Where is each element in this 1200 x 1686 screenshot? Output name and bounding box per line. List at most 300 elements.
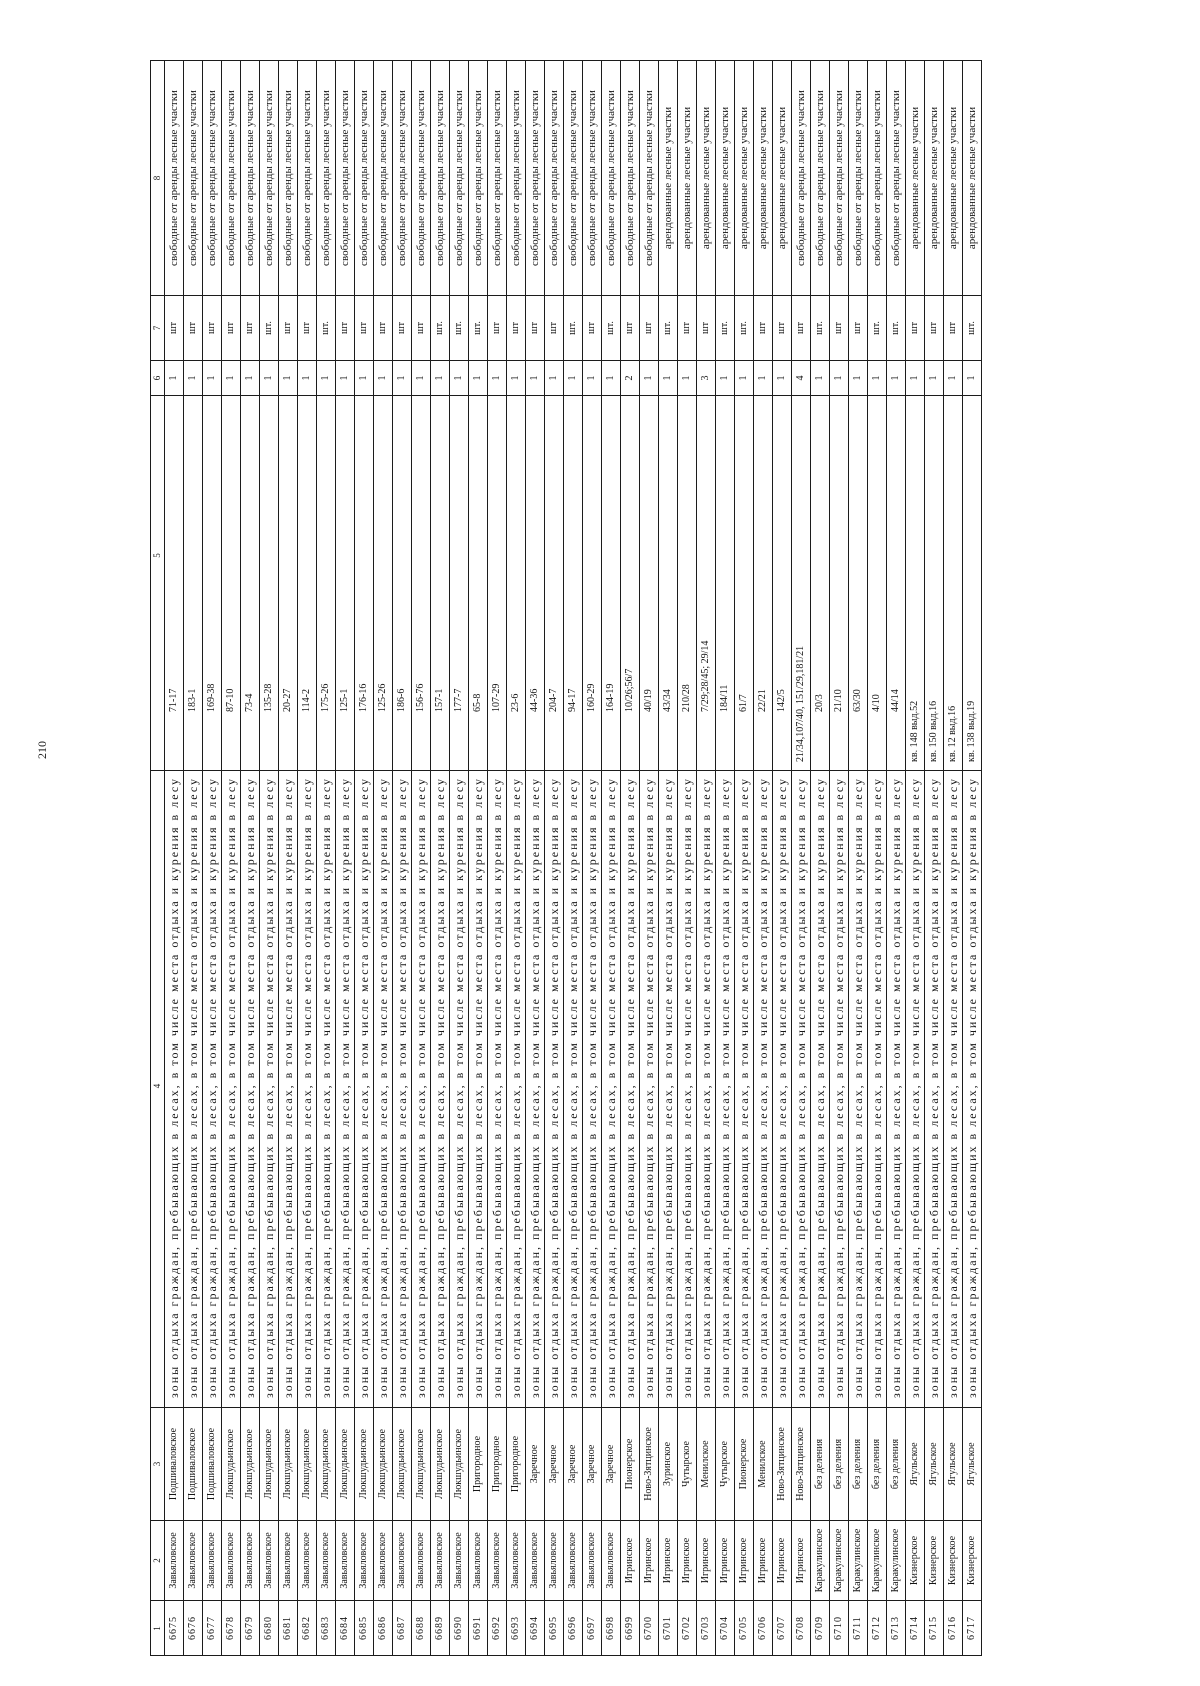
row-number-text: 6693 xyxy=(510,1616,521,1640)
status-cell xyxy=(488,60,506,295)
forestry-text: Пионерское xyxy=(624,1438,635,1490)
purpose-text: зоны отдыха граждан, пребывающих в лесах, в том числе места отдыха и курения в лесу xyxy=(186,776,200,1398)
table-row xyxy=(583,60,602,1655)
table-row xyxy=(431,60,450,1655)
count-cell xyxy=(260,360,278,395)
location-cell xyxy=(222,395,240,770)
forestry-cell xyxy=(222,1407,240,1520)
unit-text: шт xyxy=(358,321,369,335)
purpose-text: зоны отдыха граждан, пребывающих в лесах, в том числе места отдыха и курения в лесу xyxy=(756,776,770,1398)
district-cell xyxy=(488,1520,506,1600)
district-cell xyxy=(716,1520,734,1600)
row-number-cell xyxy=(355,1600,373,1655)
count-cell xyxy=(507,360,525,395)
district-cell xyxy=(830,1520,848,1600)
count-text: 1 xyxy=(947,375,958,381)
row-number-text: 6711 xyxy=(852,1616,863,1640)
location-text: 204-7 xyxy=(548,688,559,712)
table-row xyxy=(849,60,868,1655)
column-number-3: 3 xyxy=(151,1407,164,1520)
location-text: кв. 148 выд.52 xyxy=(909,700,920,762)
location-text: 65-8 xyxy=(472,693,483,712)
count-cell xyxy=(279,360,297,395)
forestry-text: Заречное xyxy=(567,1444,578,1484)
row-number-text: 6699 xyxy=(624,1616,635,1640)
unit-text: шт. xyxy=(472,321,483,335)
purpose-cell xyxy=(602,770,620,1407)
location-cell xyxy=(716,395,734,770)
count-cell xyxy=(583,360,601,395)
table-row xyxy=(203,60,222,1655)
unit-text: шт xyxy=(339,321,350,335)
table-row xyxy=(317,60,336,1655)
location-text: 142/5 xyxy=(776,689,787,712)
column-number-2: 2 xyxy=(151,1520,164,1600)
district-cell xyxy=(678,1520,696,1600)
count-cell xyxy=(602,360,620,395)
table-row xyxy=(241,60,260,1655)
unit-text: шт xyxy=(548,321,559,335)
forestry-cell xyxy=(184,1407,202,1520)
district-text: Игринское xyxy=(738,1537,749,1584)
unit-cell xyxy=(697,295,715,360)
location-cell xyxy=(754,395,772,770)
forestry-cell xyxy=(773,1407,791,1520)
district-cell xyxy=(640,1520,658,1600)
table-row xyxy=(925,60,944,1655)
district-text: Завьяловское xyxy=(567,1532,578,1589)
row-number-cell xyxy=(659,1600,677,1655)
location-cell xyxy=(564,395,582,770)
row-number-text: 6708 xyxy=(795,1616,806,1640)
unit-cell xyxy=(298,295,316,360)
purpose-text: зоны отдыха граждан, пребывающих в лесах, в том числе места отдыха и курения в лесу xyxy=(395,776,409,1398)
row-number-text: 6705 xyxy=(738,1616,749,1640)
district-cell xyxy=(925,1520,943,1600)
status-cell xyxy=(545,60,563,295)
table-row xyxy=(450,60,469,1655)
forestry-text: Люкшудьинское xyxy=(396,1429,407,1499)
unit-cell xyxy=(317,295,335,360)
district-cell xyxy=(260,1520,278,1600)
count-cell xyxy=(545,360,563,395)
status-cell xyxy=(260,60,278,295)
status-cell xyxy=(773,60,791,295)
row-number-text: 6701 xyxy=(662,1616,673,1640)
row-number-cell xyxy=(488,1600,506,1655)
count-text: 1 xyxy=(339,375,350,381)
purpose-text: зоны отдыха граждан, пребывающих в лесах, в том числе места отдыха и курения в лесу xyxy=(908,776,922,1398)
count-cell xyxy=(336,360,354,395)
row-number-text: 6691 xyxy=(472,1616,483,1640)
forestry-text: Люкшудьинское xyxy=(282,1429,293,1499)
location-cell xyxy=(906,395,924,770)
count-text: 1 xyxy=(491,375,502,381)
count-cell xyxy=(526,360,544,395)
unit-text: шт xyxy=(301,321,312,335)
location-text: 186-6 xyxy=(396,688,407,712)
table-row xyxy=(716,60,735,1655)
row-number-text: 6704 xyxy=(719,1616,730,1640)
row-number-cell xyxy=(640,1600,658,1655)
status-text: свободные от аренды лесные участки xyxy=(224,90,237,266)
district-cell xyxy=(336,1520,354,1600)
row-number-cell xyxy=(583,1600,601,1655)
forestry-cell xyxy=(165,1407,183,1520)
location-text: 175-26 xyxy=(320,683,331,712)
location-cell xyxy=(165,395,183,770)
status-text: свободные от аренды лесные участки xyxy=(357,90,370,266)
unit-cell xyxy=(526,295,544,360)
count-cell xyxy=(165,360,183,395)
unit-text: шт xyxy=(187,321,198,335)
forestry-text: Ягульское xyxy=(909,1442,920,1486)
column-number-8: 8 xyxy=(151,60,164,295)
row-number-text: 6683 xyxy=(320,1616,331,1640)
status-text: свободные от аренды лесные участки xyxy=(851,90,864,266)
forestry-cell xyxy=(203,1407,221,1520)
purpose-cell xyxy=(830,770,848,1407)
count-text: 1 xyxy=(377,375,388,381)
district-cell xyxy=(526,1520,544,1600)
status-text: свободные от аренды лесные участки xyxy=(889,90,902,266)
purpose-cell xyxy=(507,770,525,1407)
location-cell xyxy=(203,395,221,770)
forestry-cell xyxy=(735,1407,753,1520)
forestry-text: Менилское xyxy=(757,1440,768,1488)
forestry-text: без деления xyxy=(814,1438,825,1490)
district-text: Завьяловское xyxy=(206,1532,217,1589)
row-number-text: 6677 xyxy=(206,1616,217,1640)
status-text: свободные от аренды лесные участки xyxy=(566,90,579,266)
district-cell xyxy=(583,1520,601,1600)
count-cell xyxy=(374,360,392,395)
count-cell xyxy=(355,360,373,395)
row-number-text: 6685 xyxy=(358,1616,369,1640)
row-number-text: 6679 xyxy=(244,1616,255,1640)
location-text: 63/30 xyxy=(852,689,863,712)
unit-cell xyxy=(716,295,734,360)
purpose-cell xyxy=(906,770,924,1407)
row-number-cell xyxy=(317,1600,335,1655)
location-cell xyxy=(621,395,639,770)
forestry-text: Менилское xyxy=(700,1440,711,1488)
unit-cell xyxy=(545,295,563,360)
table-row xyxy=(507,60,526,1655)
unit-text: шт. xyxy=(434,321,445,335)
unit-cell xyxy=(906,295,924,360)
count-cell xyxy=(621,360,639,395)
status-cell xyxy=(792,60,810,295)
forestry-cell xyxy=(887,1407,905,1520)
forestry-text: Люкшудьинское xyxy=(415,1429,426,1499)
location-cell xyxy=(887,395,905,770)
purpose-cell xyxy=(678,770,696,1407)
count-text: 1 xyxy=(548,375,559,381)
purpose-cell xyxy=(241,770,259,1407)
row-number-text: 6697 xyxy=(586,1616,597,1640)
forestry-cell xyxy=(450,1407,468,1520)
purpose-text: зоны отдыха граждан, пребывающих в лесах, в том числе места отдыха и курения в лесу xyxy=(718,776,732,1398)
forestry-cell xyxy=(849,1407,867,1520)
forestry-text: Люкшудьинское xyxy=(320,1429,331,1499)
district-cell xyxy=(317,1520,335,1600)
count-text: 1 xyxy=(396,375,407,381)
district-text: Игринское xyxy=(681,1537,692,1584)
forestry-text: Ново-Зятцинское xyxy=(776,1427,787,1501)
location-cell xyxy=(507,395,525,770)
district-text: Завьяловское xyxy=(453,1532,464,1589)
district-cell xyxy=(450,1520,468,1600)
purpose-cell xyxy=(355,770,373,1407)
location-text: 44-36 xyxy=(529,688,540,712)
unit-cell xyxy=(868,295,886,360)
count-cell xyxy=(735,360,753,395)
purpose-cell xyxy=(260,770,278,1407)
district-text: Завьяловское xyxy=(548,1532,559,1589)
district-text: Завьяловское xyxy=(187,1532,198,1589)
count-text: 1 xyxy=(244,375,255,381)
purpose-text: зоны отдыха граждан, пребывающих в лесах, в том числе места отдыха и курения в лесу xyxy=(357,776,371,1398)
count-text: 1 xyxy=(776,375,787,381)
district-text: Завьяловское xyxy=(491,1532,502,1589)
table-row xyxy=(811,60,830,1655)
purpose-cell xyxy=(184,770,202,1407)
status-text: свободные от аренды лесные участки xyxy=(490,90,503,266)
location-text: 23-6 xyxy=(510,693,521,712)
status-cell xyxy=(925,60,943,295)
row-number-text: 6686 xyxy=(377,1616,388,1640)
status-text: свободные от аренды лесные участки xyxy=(870,90,883,266)
district-cell xyxy=(412,1520,430,1600)
row-number-text: 6682 xyxy=(301,1616,312,1640)
unit-cell xyxy=(241,295,259,360)
row-number-cell xyxy=(773,1600,791,1655)
forestry-cell xyxy=(298,1407,316,1520)
status-text: свободные от аренды лесные участки xyxy=(547,90,560,266)
forestry-cell xyxy=(488,1407,506,1520)
location-text: 87-10 xyxy=(225,688,236,712)
status-cell xyxy=(317,60,335,295)
district-cell xyxy=(203,1520,221,1600)
district-text: Кизнерское xyxy=(928,1535,939,1586)
forestry-text: Люкшудьинское xyxy=(453,1429,464,1499)
location-text: 71-17 xyxy=(168,688,179,712)
unit-cell xyxy=(754,295,772,360)
forestry-text: Ново-Зятцинское xyxy=(795,1427,806,1501)
purpose-text: зоны отдыха граждан, пребывающих в лесах, в том числе места отдыха и курения в лесу xyxy=(889,776,903,1398)
forestry-text: Ягульское xyxy=(928,1442,939,1486)
unit-cell xyxy=(564,295,582,360)
district-cell xyxy=(963,1520,981,1600)
unit-cell xyxy=(583,295,601,360)
status-text: свободные от аренды лесные участки xyxy=(794,90,807,266)
unit-text: шт xyxy=(168,321,179,335)
status-cell xyxy=(640,60,658,295)
forestry-cell xyxy=(754,1407,772,1520)
unit-cell xyxy=(260,295,278,360)
unit-text: шт. xyxy=(738,321,749,335)
count-text: 1 xyxy=(928,375,939,381)
status-cell xyxy=(298,60,316,295)
count-text: 1 xyxy=(586,375,597,381)
count-cell xyxy=(792,360,810,395)
table-row xyxy=(621,60,640,1655)
column-number-4: 4 xyxy=(151,770,164,1407)
district-cell xyxy=(184,1520,202,1600)
purpose-cell xyxy=(203,770,221,1407)
district-text: Каракулинское xyxy=(833,1528,844,1593)
location-text: 160-29 xyxy=(586,683,597,712)
forestry-cell xyxy=(925,1407,943,1520)
district-text: Завьяловское xyxy=(225,1532,236,1589)
forestry-cell xyxy=(374,1407,392,1520)
location-text: 114-2 xyxy=(301,689,312,712)
forestry-cell xyxy=(431,1407,449,1520)
location-text: 10/26;56/7 xyxy=(624,668,635,712)
forestry-cell xyxy=(716,1407,734,1520)
table-row xyxy=(735,60,754,1655)
status-text: свободные от аренды лесные участки xyxy=(832,90,845,266)
unit-cell xyxy=(887,295,905,360)
location-cell xyxy=(583,395,601,770)
status-text: свободные от аренды лесные участки xyxy=(604,90,617,266)
forestry-text: Люкшудьинское xyxy=(434,1429,445,1499)
status-cell xyxy=(412,60,430,295)
row-number-text: 6712 xyxy=(871,1616,882,1640)
row-number-text: 6714 xyxy=(909,1616,920,1640)
district-cell xyxy=(887,1520,905,1600)
row-number-cell xyxy=(203,1600,221,1655)
purpose-cell xyxy=(868,770,886,1407)
unit-cell xyxy=(412,295,430,360)
count-cell xyxy=(906,360,924,395)
district-text: Завьяловское xyxy=(605,1532,616,1589)
purpose-cell xyxy=(811,770,829,1407)
status-cell xyxy=(716,60,734,295)
status-cell xyxy=(526,60,544,295)
district-text: Завьяловское xyxy=(415,1532,426,1589)
location-cell xyxy=(184,395,202,770)
row-number-text: 6687 xyxy=(396,1616,407,1640)
status-text: свободные от аренды лесные участки xyxy=(395,90,408,266)
district-text: Игринское xyxy=(624,1537,635,1584)
purpose-cell xyxy=(336,770,354,1407)
row-number-text: 6703 xyxy=(700,1616,711,1640)
count-cell xyxy=(640,360,658,395)
unit-text: шт. xyxy=(890,321,901,335)
forestry-text: Чутырское xyxy=(681,1441,692,1487)
count-cell xyxy=(222,360,240,395)
status-cell xyxy=(811,60,829,295)
purpose-cell xyxy=(279,770,297,1407)
purpose-text: зоны отдыха граждан, пребывающих в лесах, в том числе места отдыха и курения в лесу xyxy=(224,776,238,1398)
location-cell xyxy=(260,395,278,770)
count-cell xyxy=(203,360,221,395)
row-number-cell xyxy=(944,1600,962,1655)
district-text: Каракулинское xyxy=(890,1528,901,1593)
table-row xyxy=(165,60,184,1655)
status-cell xyxy=(184,60,202,295)
row-number-cell xyxy=(792,1600,810,1655)
count-cell xyxy=(697,360,715,395)
row-number-cell xyxy=(526,1600,544,1655)
status-cell xyxy=(431,60,449,295)
status-cell xyxy=(222,60,240,295)
row-number-text: 6696 xyxy=(567,1616,578,1640)
row-number-cell xyxy=(602,1600,620,1655)
table-row xyxy=(393,60,412,1655)
row-number-cell xyxy=(336,1600,354,1655)
status-cell xyxy=(393,60,411,295)
location-cell xyxy=(488,395,506,770)
unit-text: шт xyxy=(909,321,920,335)
unit-text: шт. xyxy=(605,321,616,335)
district-text: Каракулинское xyxy=(814,1528,825,1593)
status-text: свободные от аренды лесные участки xyxy=(205,90,218,266)
district-text: Каракулинское xyxy=(852,1528,863,1593)
district-cell xyxy=(811,1520,829,1600)
count-text: 1 xyxy=(871,375,882,381)
table-row xyxy=(469,60,488,1655)
forestry-cell xyxy=(355,1407,373,1520)
forestry-text: Люкшудьинское xyxy=(301,1429,312,1499)
purpose-text: зоны отдыха граждан, пребывающих в лесах, в том числе места отдыха и курения в лесу xyxy=(661,776,675,1398)
count-text: 1 xyxy=(719,375,730,381)
forestry-cell xyxy=(792,1407,810,1520)
unit-text: шт xyxy=(643,321,654,335)
table-row xyxy=(944,60,963,1655)
location-cell xyxy=(849,395,867,770)
unit-cell xyxy=(184,295,202,360)
status-cell xyxy=(621,60,639,295)
count-cell xyxy=(811,360,829,395)
status-cell xyxy=(830,60,848,295)
row-number-cell xyxy=(887,1600,905,1655)
status-text: арендованные лесные участки xyxy=(661,106,674,250)
status-text: свободные от аренды лесные участки xyxy=(623,90,636,266)
location-text: 164-19 xyxy=(605,683,616,712)
row-number-cell xyxy=(260,1600,278,1655)
location-text: 40/19 xyxy=(643,689,654,712)
row-number-cell xyxy=(469,1600,487,1655)
purpose-cell xyxy=(716,770,734,1407)
location-cell xyxy=(811,395,829,770)
location-cell xyxy=(963,395,981,770)
unit-cell xyxy=(393,295,411,360)
row-number-cell xyxy=(374,1600,392,1655)
unit-text: шт xyxy=(225,321,236,335)
count-cell xyxy=(469,360,487,395)
purpose-text: зоны отдыха граждан, пребывающих в лесах, в том числе места отдыха и курения в лесу xyxy=(699,776,713,1398)
unit-text: шт. xyxy=(719,321,730,335)
count-text: 1 xyxy=(681,375,692,381)
count-cell xyxy=(393,360,411,395)
row-number-text: 6709 xyxy=(814,1616,825,1640)
status-text: свободные от аренды лесные участки xyxy=(471,90,484,266)
count-text: 1 xyxy=(301,375,312,381)
table-row xyxy=(830,60,849,1655)
forestry-text: Чутырское xyxy=(719,1441,730,1487)
forestry-text: Ягульское xyxy=(966,1442,977,1486)
unit-cell xyxy=(203,295,221,360)
forestry-text: Люкшудьинское xyxy=(225,1429,236,1499)
location-text: 20-27 xyxy=(282,688,293,712)
count-text: 1 xyxy=(605,375,616,381)
page-number: 210 xyxy=(35,741,49,759)
purpose-text: зоны отдыха граждан, пребывающих в лесах, в том числе места отдыха и курения в лесу xyxy=(775,776,789,1398)
forestry-text: Ягульское xyxy=(947,1442,958,1486)
